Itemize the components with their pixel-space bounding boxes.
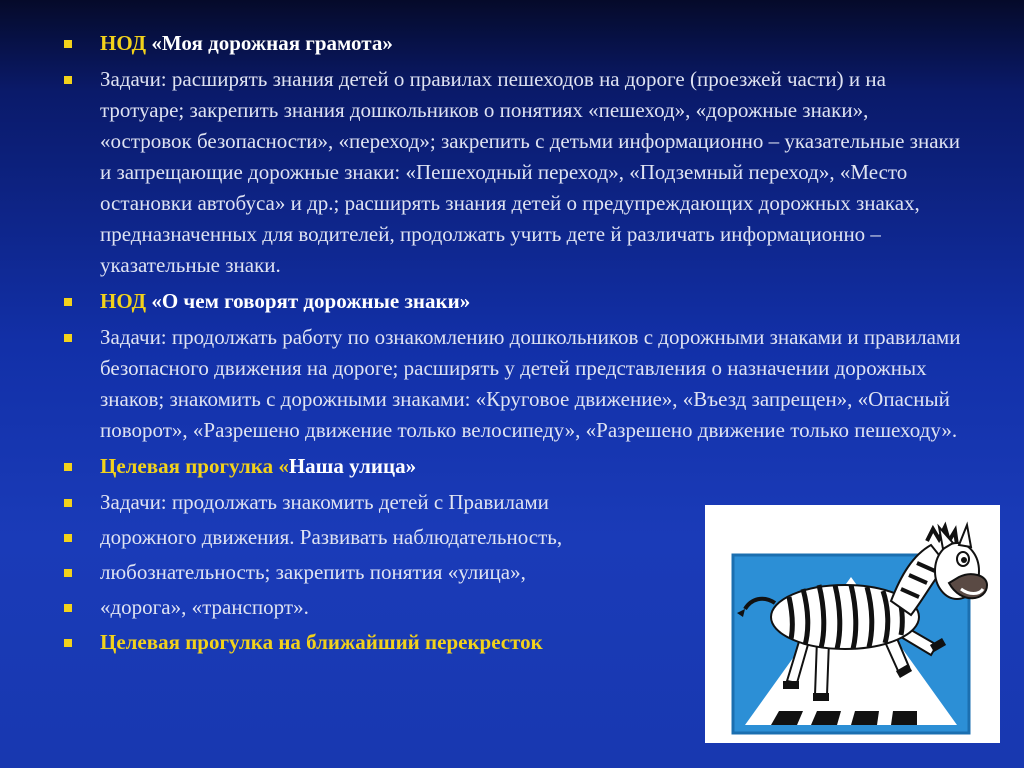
item-text: любознательность; закрепить понятия «улица», [100, 560, 526, 584]
square-bullet-icon [64, 639, 72, 647]
square-bullet-icon [64, 499, 72, 507]
item-text: «дорога», «транспорт». [100, 595, 309, 619]
heading-prefix: Целевая прогулка « [100, 454, 289, 478]
heading-text: «Моя дорожная грамота» [146, 31, 393, 55]
heading-text: Наша улица» [288, 454, 417, 478]
square-bullet-icon [64, 604, 72, 612]
item-text: Задачи: продолжать знакомить детей с Правилами [100, 490, 549, 514]
square-bullet-icon [64, 534, 72, 542]
heading-prefix: НОД [100, 289, 147, 313]
list-item [62, 28, 962, 59]
square-bullet-icon [64, 334, 72, 342]
pedestrian-crossing-sign-with-zebra-icon [705, 505, 1000, 743]
item-text: дорожного движения. Развивать наблюдательность, [100, 525, 563, 549]
list-item [62, 322, 962, 446]
square-bullet-icon [64, 569, 72, 577]
list-item [62, 451, 962, 482]
heading-text: «О чем говорят дорожные знаки» [146, 289, 471, 313]
heading-prefix: НОД [100, 31, 147, 55]
item-text: Задачи: продолжать работу по ознакомлению дошкольников с дорожными знаками и правилами безопасного движения на дороге; расширять у детей представления о назначении дорожных знаков; знакомить с дорожными знаками: «Круговое движение», «Въезд запрещен», «Опасный поворот», «Разрешено движение только велосипеду», «Разрешено движение только пешеходу». [100, 325, 961, 442]
list-item [62, 64, 962, 281]
square-bullet-icon [64, 40, 72, 48]
zebra-illustration [705, 505, 1000, 743]
square-bullet-icon [64, 76, 72, 84]
list-item [62, 286, 962, 317]
heading-text: Целевая прогулка на ближайший перекресток [100, 630, 543, 654]
square-bullet-icon [64, 463, 72, 471]
square-bullet-icon [64, 298, 72, 306]
item-text: Задачи: расширять знания детей о правилах пешеходов на дороге (проезжей части) и на тротуаре; закрепить знания дошкольников о понятиях «пешеход», «дорожные знаки», «островок безопасности», «переход»; закрепить с детьми информационно – указательные знаки и запрещающие дорожные знаки: «Пешеходный переход», «Подземный переход», «Место остановки автобуса» и др.; расширять знания детей о предупреждающих дорожных знаках, предназначенных для водителей, продолжать учить дете й различать информационно – указательные знаки. [100, 67, 960, 277]
